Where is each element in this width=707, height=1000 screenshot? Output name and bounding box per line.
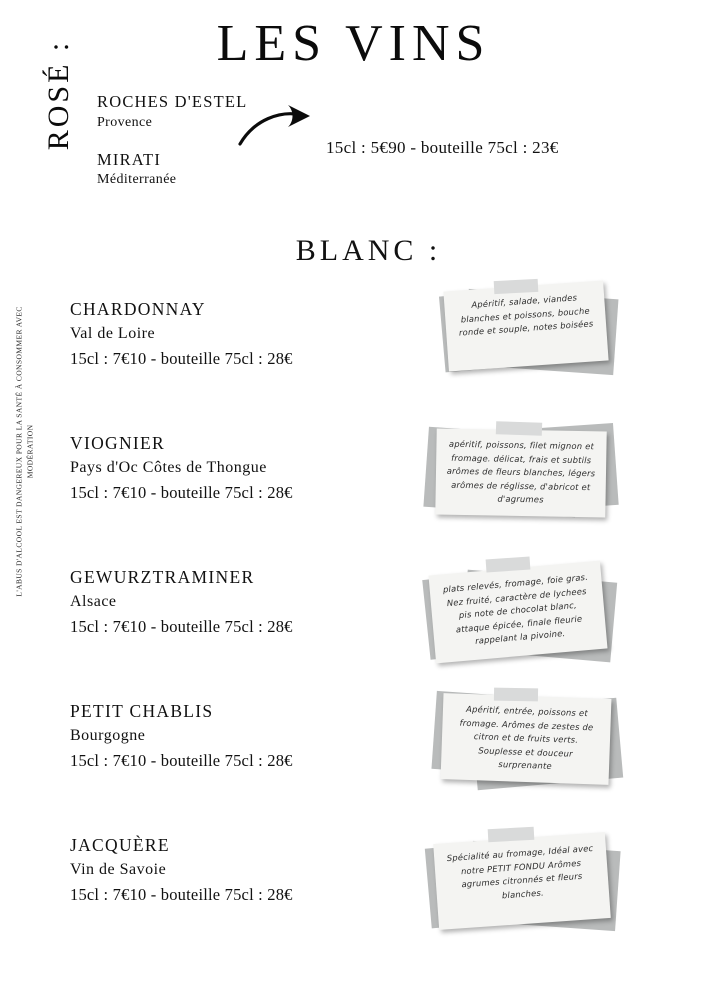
wine-name: CHARDONNAY: [70, 299, 206, 319]
wine-region: Val de Loire: [70, 324, 156, 342]
tasting-note-card: [424, 826, 624, 940]
wine-region: Bourgogne: [70, 726, 146, 744]
note-text: Spécialité au fromage, Idéal avec notre PETIT FONDU Arômes agrumes citronnés et fleurs blanches.: [446, 842, 594, 901]
list-item: [97, 150, 247, 190]
wine-region: Méditerranée: [97, 172, 177, 188]
wine-price: 15cl : 7€10 - bouteille 75cl : 28€: [70, 751, 293, 771]
tasting-note-card: [438, 280, 616, 380]
tape-strip: [494, 279, 539, 294]
legal-warning: L'ABUS D'ALCOOL EST DANGEREUX POUR LA SANTÉ À CONSOMMER AVEC MODÉRATION: [14, 306, 35, 597]
curved-arrow-right-icon: [238, 104, 320, 146]
list-item: [70, 834, 400, 906]
note-paper: [435, 429, 606, 518]
note-text: apéritif, poissons, filet mignon et fromage. délicat, frais et subtils arômes de fleurs blanches, légers arômes de réglisse, d'abricot et d'agrumes: [446, 438, 596, 505]
note-paper: [428, 561, 607, 664]
wine-region: Vin de Savoie: [70, 860, 167, 878]
blanc-section-label: BLANC :: [295, 234, 442, 267]
wine-price: 15cl : 7€10 - bouteille 75cl : 28€: [70, 885, 293, 905]
wine-name: MIRATI: [97, 149, 162, 169]
rose-section-label: ROSÉ :: [42, 39, 75, 151]
wine-region: Alsace: [70, 592, 117, 610]
tape-strip: [494, 688, 538, 702]
rose-price: 15cl : 5€90 - bouteille 75cl : 23€: [326, 138, 559, 157]
note-text: Apéritif, entrée, poissons et fromage. Arômes de zestes de citron et de fruits verts. Souplesse et douceur surprenante: [459, 703, 594, 772]
wine-region: Pays d'Oc Côtes de Thongue: [70, 458, 267, 476]
tape-strip: [488, 827, 535, 842]
tasting-note-card: [432, 688, 628, 798]
wine-name: GEWURZTRAMINER: [70, 567, 255, 587]
wine-name: PETIT CHABLIS: [70, 701, 214, 721]
wine-region: Provence: [97, 114, 153, 130]
list-item: [70, 298, 400, 370]
wine-price: 15cl : 7€10 - bouteille 75cl : 28€: [70, 483, 293, 503]
tape-strip: [496, 421, 542, 436]
list-item: [70, 700, 400, 772]
wine-price: 15cl : 7€10 - bouteille 75cl : 28€: [70, 349, 293, 369]
note-paper: [441, 693, 612, 785]
tasting-note-card: [420, 558, 620, 672]
page-title: LES VINS: [216, 15, 491, 72]
note-text: Apéritif, salade, viandes blanches et poissons, bouche ronde et souple, notes boisées: [458, 292, 594, 338]
list-item: [97, 92, 247, 132]
note-text: plats relevés, fromage, foie gras. Nez fruité, caractère de lychees pis note de chocolat blanc, attaque épicée, finale fleurie rappelant la pivoine.: [442, 571, 589, 647]
wine-name: VIOGNIER: [70, 433, 165, 453]
list-item: [70, 566, 400, 638]
list-item: [70, 432, 400, 504]
note-paper: [443, 281, 608, 372]
wine-price: 15cl : 7€10 - bouteille 75cl : 28€: [70, 617, 293, 637]
tasting-note-card: [424, 420, 620, 528]
wine-name: JACQUÈRE: [70, 835, 170, 855]
note-paper: [433, 832, 611, 930]
wine-name: ROCHES D'ESTEL: [97, 92, 248, 111]
rose-wine-list: [97, 92, 247, 208]
